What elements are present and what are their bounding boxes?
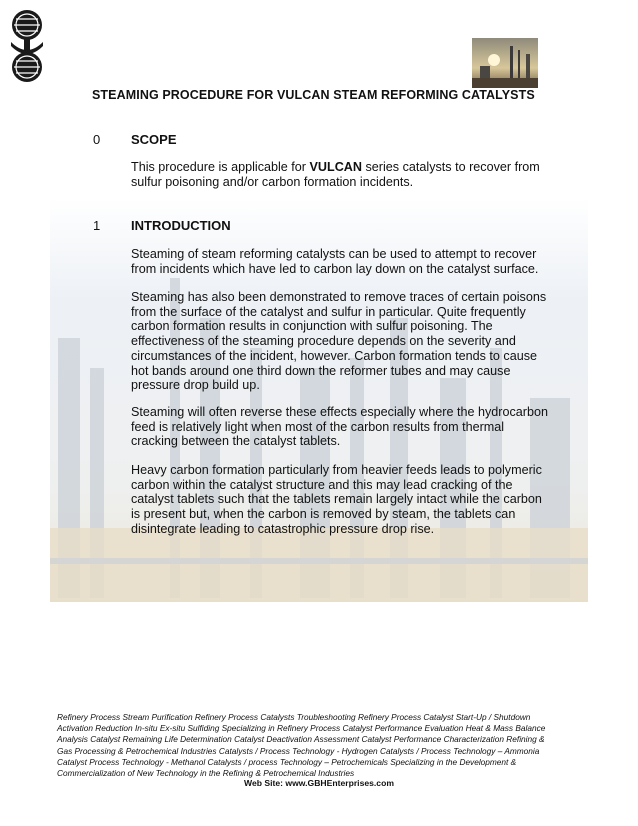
scope-paragraph <box>131 160 549 189</box>
intro-paragraph-3: Steaming will often reverse these effects especially where the hydrocarbon feed is relatively light when most of the carbon results from thermal cracking between the catalyst tablets. <box>131 405 548 449</box>
section-heading-introduction: INTRODUCTION <box>131 218 231 233</box>
website-link[interactable]: Web Site: www.GBHEnterprises.com <box>244 778 394 788</box>
section-number-introduction: 1 <box>93 218 101 233</box>
document-title: STEAMING PROCEDURE FOR VULCAN STEAM REFORMING CATALYSTS <box>92 88 535 102</box>
refinery-photo <box>472 38 538 88</box>
scope-text-pre: This procedure is applicable for <box>131 160 310 174</box>
intro-paragraph-1: Steaming of steam reforming catalysts can be used to attempt to recover from incidents which have led to carbon lay down on the catalyst surface. <box>131 247 539 276</box>
scope-text-post: series catalysts to recover from sulfur poisoning and/or carbon formation incidents. <box>131 160 540 189</box>
intro-paragraph-2: Steaming has also been demonstrated to remove traces of certain poisons from the surface of the catalyst and sulfur in particular. Quite frequently carbon formation results in conjunction with sulfur poisoning. The effectiveness of the steaming procedure depends on the severity and circumstances of the incident, however. Carbon formation tends to cause hot bands around one third down the reformer tubes and may cause pressure drop build up. <box>131 290 547 393</box>
section-number-scope: 0 <box>93 132 101 147</box>
footer-keywords: Refinery Process Stream Purification Refinery Process Catalysts Troubleshooting Refinery Process Catalyst Start-Up / Shutdown Activation Reduction In-situ Ex-situ Sulfiding Specializing in Refinery Process Catalyst Performance Evaluation Heat & Mass Balance Analysis Catalyst Remaining Life Determination Catalyst Deactivation Assessment Catalyst Performance Characterization Refining & Gas Processing & Petrochemical Industries Catalysts / Process Technology - Hydrogen Catalysts / Process Technology – Ammonia Catalyst Process Technology - Methanol Catalysts / process Technology – Petrochemicals Specializing in the Development & Commercialization of New Technology in the Refining & Petrochemical Industries <box>57 712 546 779</box>
section-heading-scope: SCOPE <box>131 132 177 147</box>
company-logo-icon <box>8 8 46 84</box>
scope-text-bold: VULCAN <box>309 160 362 174</box>
intro-paragraph-4: Heavy carbon formation particularly from heavier feeds leads to polymeric carbon within the catalyst structure and this may lead cracking of the catalyst tablets such that the tablets remain largely intact while the carbon is present but, when the carbon is removed by steam, the tablets can disintegrate leading to catastrophic pressure drop rise. <box>131 463 542 536</box>
